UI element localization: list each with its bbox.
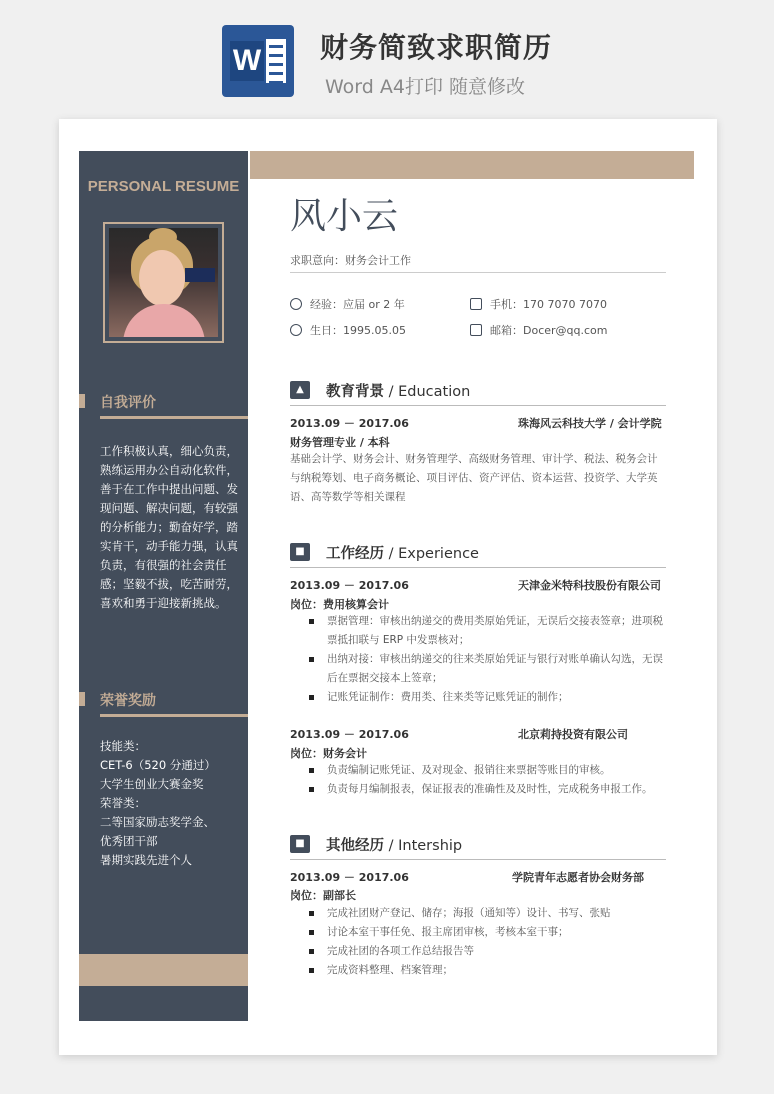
education-major: 财务管理专业 / 本科 (290, 436, 390, 449)
job-role: 岗位：财务会计 (290, 747, 367, 760)
info-birthday: 生日：1995.05.05 (290, 322, 406, 338)
job-company: 北京莉持投资有限公司 (518, 728, 628, 741)
list-item: 讨论本室干事任免、报主席团审核，考核本室干事； (327, 923, 677, 942)
honor-line: 优秀团干部 (100, 834, 158, 848)
honor-line: 暑期实践先进个人 (100, 853, 192, 867)
honor-line: 技能类： (100, 739, 146, 753)
graduation-cap-icon: ▲ (290, 381, 310, 399)
divider (290, 859, 666, 860)
list-item: 完成资料整理、档案管理； (327, 961, 677, 980)
info-phone: 手机：170 7070 7070 (470, 296, 607, 312)
honors-title: 荣誉奖励 (100, 693, 156, 709)
header-subtitle: Word A4打印 随意修改 (325, 76, 526, 98)
divider (290, 405, 666, 406)
job-role: 岗位：费用核算会计 (290, 598, 389, 611)
education-title: 教育背景 / Education (326, 384, 471, 400)
info-email: 邮箱：Docer@qq.com (470, 322, 608, 338)
sidebar-bottom-bar (79, 954, 248, 986)
personal-resume-label: PERSONAL RESUME (87, 178, 240, 195)
crosshair-icon (290, 298, 302, 310)
header-title: 财务简致求职简历 (320, 31, 553, 64)
work-title: 工作经历 / Experience (326, 546, 479, 562)
job-date: 2013.09 － 2017.06 (290, 579, 409, 592)
document-lines-icon (266, 39, 286, 83)
list-item: 票据管理：审核出纳递交的费用类原始凭证，无误后交接表签章；进项税 票抵扣联与 ERP 中发票核对； (327, 612, 677, 650)
honor-line: 大学生创业大赛金奖 (100, 777, 204, 791)
birthday-icon (290, 324, 302, 336)
phone-icon (470, 298, 482, 310)
other-date: 2013.09 － 2017.06 (290, 871, 409, 884)
job-date: 2013.09 － 2017.06 (290, 728, 409, 741)
word-letter: W (230, 41, 264, 81)
briefcase-icon: ■ (290, 543, 310, 561)
honor-line: 二等国家励志奖学金、 (100, 815, 215, 829)
other-org: 学院青年志愿者协会财务部 (512, 871, 644, 884)
info-experience: 经验：应届 or 2 年 (290, 296, 405, 312)
list-item: 负责每月编制报表，保证报表的准确性及及时性，完成税务申报工作。 (327, 780, 677, 799)
self-eval-line: 善于在工作中提出问题、发 (100, 482, 238, 496)
self-eval-line: 喜欢和勇于迎接新挑战。 (100, 596, 227, 610)
word-logo-icon (222, 25, 294, 97)
honor-line: CET-6（520 分通过） (100, 758, 216, 772)
honors-heading (79, 690, 248, 718)
other-role: 岗位：副部长 (290, 889, 356, 902)
education-date: 2013.09 － 2017.06 (290, 417, 409, 430)
honors-text (100, 737, 240, 870)
list-item: 记账凭证制作：费用类、往来类等记账凭证的制作； (327, 688, 677, 707)
self-eval-line: 负责，有很强的社会责任 (100, 558, 227, 572)
self-eval-line: 工作积极认真，细心负责， (100, 444, 238, 458)
job-intent: 求职意向：财务会计工作 (290, 254, 411, 267)
top-accent-bar (250, 151, 694, 179)
list-item: 完成社团的各项工作总结报告等 (327, 942, 677, 961)
list-item: 完成社团财产登记、储存；海报（通知等）设计、书写、张贴 (327, 904, 677, 923)
candidate-name: 风小云 (290, 196, 399, 237)
mail-icon (470, 324, 482, 336)
self-eval-line: 熟练运用办公自动化软件， (100, 463, 238, 477)
job-company: 天津金米特科技股份有限公司 (518, 579, 661, 592)
divider (290, 272, 666, 273)
self-eval-text (100, 442, 240, 613)
self-eval-line: 现问题、解决问题，有较强 (100, 501, 238, 515)
self-eval-title: 自我评价 (100, 395, 156, 411)
profile-photo (109, 228, 218, 337)
other-title: 其他经历 / Intership (326, 838, 463, 854)
self-eval-heading (79, 392, 248, 420)
honor-line: 荣誉类： (100, 796, 146, 810)
list-item: 出纳对接：审核出纳递交的往来类原始凭证与银行对账单确认勾选，无误 后在票据交接本上签章； (327, 650, 677, 688)
list-item: 负责编制记账凭证、及对现金、报销往来票据等账目的审核。 (327, 761, 677, 780)
education-courses: 基础会计学、财务会计、财务管理学、高级财务管理、审计学、税法、税务会计 与纳税筹划、电子商务概论、项目评估、资产评估、资本运营、投资学、大学英 语、高等数学等相关课程 (290, 453, 658, 503)
self-eval-line: 感；坚毅不拔，吃苦耐劳， (100, 577, 238, 591)
self-eval-line: 的分析能力；勤奋好学，踏 (100, 520, 238, 534)
profile-photo-frame (103, 222, 224, 343)
folder-icon: ■ (290, 835, 310, 853)
education-school: 珠海风云科技大学 / 会计学院 (518, 417, 662, 430)
self-eval-line: 实肯干，动手能力强，认真 (100, 539, 238, 553)
divider (290, 567, 666, 568)
